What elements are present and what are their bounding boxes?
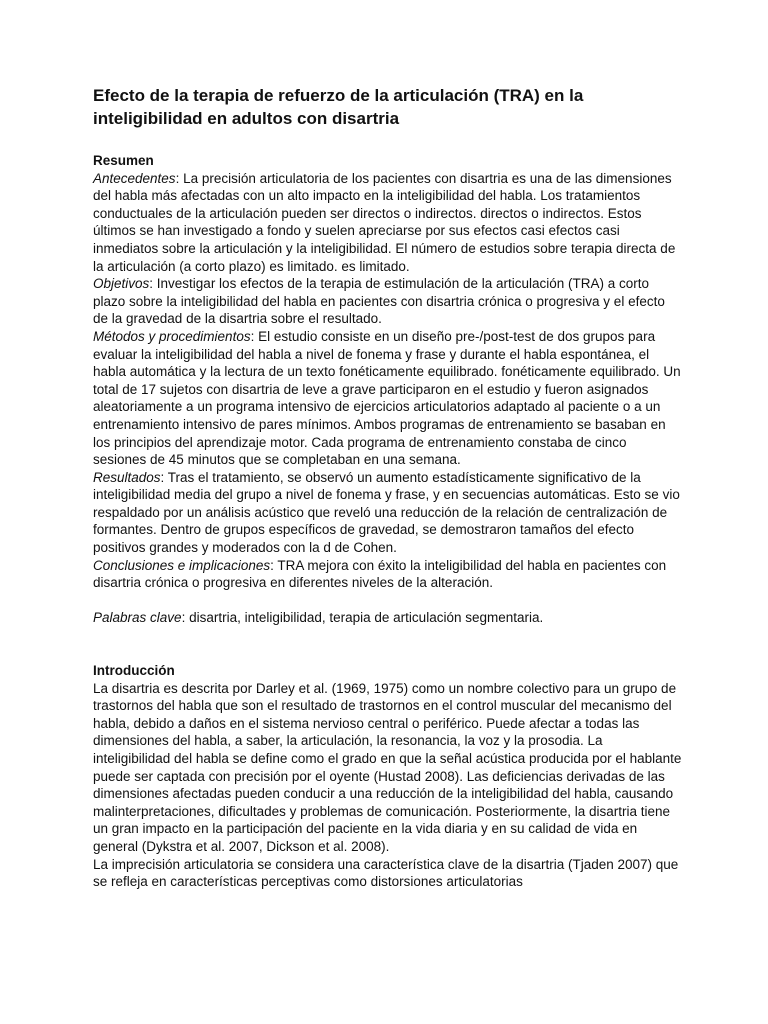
keywords-label: Palabras clave bbox=[93, 610, 182, 626]
abstract-methods bbox=[93, 328, 683, 469]
spacer bbox=[93, 627, 683, 662]
abstract-results bbox=[93, 469, 683, 557]
abstract-results-label: Resultados bbox=[93, 469, 161, 485]
introduction-paragraph-1: La disartria es descrita por Darley et al. (1969, 1975) como un nombre colectivo para un grupo de trastornos del habla que son el resultado de trastornos en el control muscular del mecanismo del habla, debido a daños en el sistema nervioso central o periférico. Puede afectar a todas las dimensiones del habla, a saber, la articulación, la resonancia, la voz y la prosodia. La inteligibilidad del habla se define como el grado en que la señal acústica producida por el hablante puede ser captada con precisión por el oyente (Hustad 2008). Las deficiencias derivadas de las dimensiones afectadas pueden conducir a una reducción de la inteligibilidad del habla, causando malinterpretaciones, dificultades y problemas de comunicación. Posteriormente, la disartria tiene un gran impacto en la participación del paciente en la vida diaria y en su calidad de vida en general (Dykstra et al. 2007, Dickson et al. 2008). bbox=[93, 680, 682, 854]
abstract-objectives-text: : Investigar los efectos de la terapia de estimulación de la articulación (TRA) a corto plazo sobre la inteligibilidad del habla en pacientes con disartria crónica o progresiva y el efecto de la gravedad de la disartria sobre el resultado. bbox=[93, 276, 665, 327]
introduction-paragraph-2: La imprecisión articulatoria se considera una característica clave de la disartria (Tjaden 2007) que se refleja en características perceptivas como distorsiones articulatorias bbox=[93, 856, 679, 890]
keywords-text: : disartria, inteligibilidad, terapia de articulación segmentaria. bbox=[181, 610, 544, 626]
abstract-conclusions bbox=[93, 557, 683, 592]
document-page bbox=[93, 84, 683, 891]
abstract-conclusions-label: Conclusiones e implicaciones bbox=[93, 557, 271, 573]
abstract-keywords bbox=[93, 609, 683, 627]
spacer bbox=[93, 592, 683, 610]
introduction-heading: Introducción bbox=[93, 663, 175, 679]
introduction-section bbox=[93, 662, 683, 891]
abstract-background bbox=[93, 170, 683, 276]
abstract-background-label: Antecedentes bbox=[93, 170, 176, 186]
abstract-conclusions-text: : TRA mejora con éxito la inteligibilidad del habla en pacientes con disartria crónica o progresiva en diferentes niveles de la alteración. bbox=[93, 557, 667, 591]
abstract-heading: Resumen bbox=[93, 153, 154, 168]
abstract-methods-label: Métodos y procedimientos bbox=[93, 328, 251, 344]
abstract-objectives bbox=[93, 275, 683, 328]
abstract-results-text: : Tras el tratamiento, se observó un aumento estadísticamente significativo de la inteligibilidad media del grupo a nivel de fonema y frase, y en secuencias automáticas. Esto se vio respaldado por un análisis acústico que reveló una reducción de la relación de centralización de formantes. Dentro de grupos específicos de gravedad, se demostraron tamaños del efecto positivos grandes y moderados con la d de Cohen. bbox=[93, 469, 680, 556]
abstract-objectives-label: Objetivos bbox=[93, 276, 150, 292]
abstract-section bbox=[93, 152, 683, 627]
document-title: Efecto de la terapia de refuerzo de la articulación (TRA) en la inteligibilidad en adultos con disartria bbox=[93, 86, 584, 128]
abstract-background-text: : La precisión articulatoria de los pacientes con disartria es una de las dimensiones del habla más afectadas con un alto impacto en la inteligibilidad del habla. Los tratamientos conductuales de la articulación pueden ser directos o indirectos. directos o indirectos. Estos últimos se han investigado a fondo y suelen apreciarse por sus efectos casi efectos casi inmediatos sobre la articulación y la inteligibilidad. El número de estudios sobre terapia directa de la articulación (a corto plazo) es limitado. es limitado. bbox=[93, 170, 676, 274]
abstract-methods-text: : El estudio consiste en un diseño pre-/post-test de dos grupos para evaluar la inteligibilidad del habla a nivel de fonema y frase y durante el habla espontánea, el habla automática y la lectura de un texto fonéticamente equilibrado. fonéticamente equilibrado. Un total de 17 sujetos con disartria de leve a grave participaron en el estudio y fueron asignados aleatoriamente a un programa intensivo de ejercicios articulatorios adaptado al paciente o a un entrenamiento intensivo de pares mínimos. Ambos programas de entrenamiento se basaban en los principios del aprendizaje motor. Cada programa de entrenamiento constaba de cinco sesiones de 45 minutos que se completaban en una semana. bbox=[93, 328, 681, 468]
